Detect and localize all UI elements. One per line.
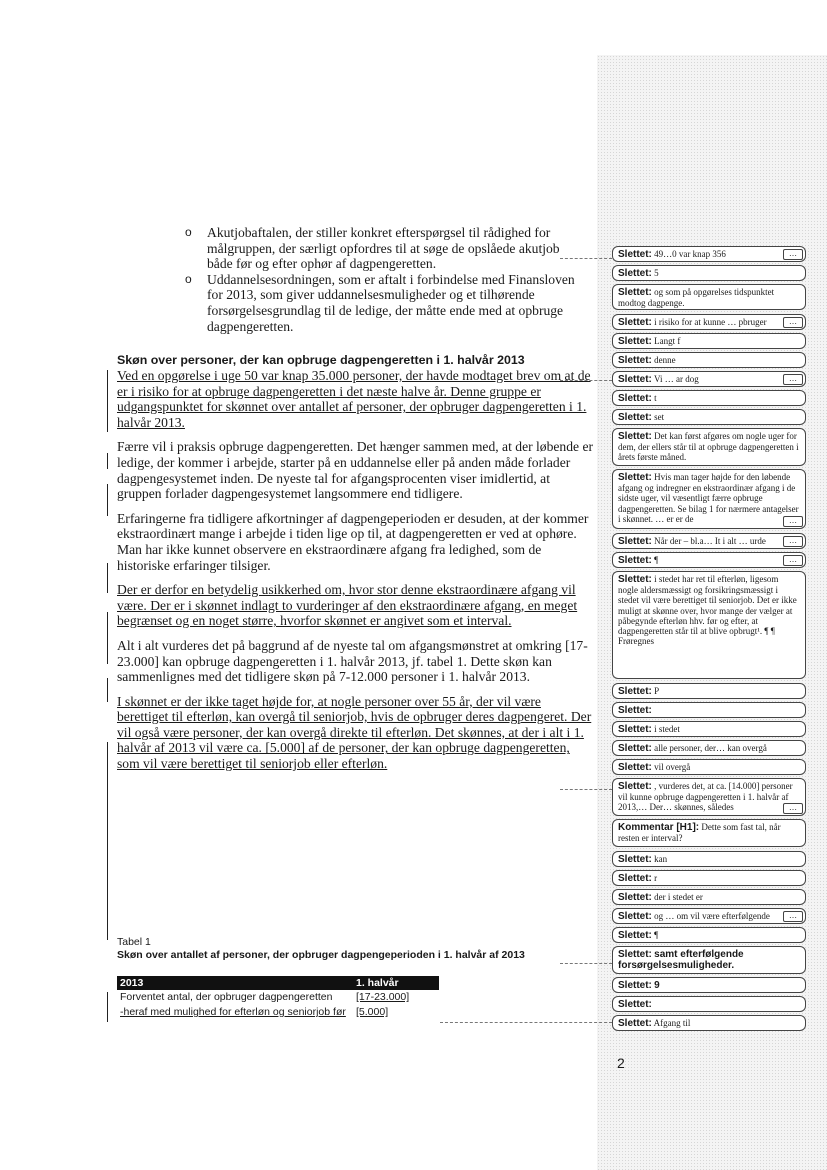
deletion-balloon[interactable]	[612, 552, 806, 568]
balloon-text: denne	[654, 355, 676, 365]
more-button[interactable]: …	[783, 249, 803, 260]
bullet-list	[185, 225, 575, 334]
deletion-balloon[interactable]	[612, 977, 806, 993]
bullet-item	[185, 272, 575, 334]
balloon-leader-line	[560, 963, 612, 964]
balloon-text: Vi … ar dog	[654, 374, 699, 384]
deletion-balloon[interactable]	[612, 352, 806, 368]
balloon-label: Slettet:	[618, 393, 652, 404]
deletion-balloon[interactable]	[612, 265, 806, 281]
deletion-balloon[interactable]	[612, 759, 806, 775]
table-row	[117, 1005, 439, 1020]
table-header-cell: 2013	[120, 977, 144, 989]
balloon-text: i risiko for at kunne … pbruger	[654, 317, 767, 327]
tracked-insertion: I skønnet er der ikke taget højde for, at nogle personer over 55 år, der vil være berettiget til efterløn, kan overgå til seniorjob, hvis de opbruger deres dagpengeret. Der vil også være personer, der kan overgå direkte til efterløn. Det skønnes, at der i alt i 1. halvår af 2013 vil være ca. [5.000] af de personer, der kan opbruge dagpengeretten, som vil være berettiget til seniorjob eller efterløn.	[117, 693, 592, 772]
balloon-label: Slettet:	[618, 892, 652, 903]
balloon-text: Langt f	[654, 336, 681, 346]
paragraph	[117, 694, 595, 772]
balloon-leader-line	[560, 258, 612, 259]
balloon-leader-line	[560, 789, 612, 790]
more-button[interactable]: …	[783, 911, 803, 922]
balloon-text: 5	[654, 268, 659, 278]
more-button[interactable]: …	[783, 516, 803, 527]
balloon-leader-line	[440, 1022, 612, 1023]
table-caption	[117, 936, 557, 962]
change-bar	[107, 453, 108, 469]
tracked-insertion: Ved en opgørelse i uge 50 var knap 35.000 personer, der havde modtaget brev om at de er i risiko for at opbruge dagpengeretten i det næste halve år. Denne gruppe er udgangspunktet for skønnet over antallet af personer, der opbruger dagpengeretten i 1. halvår 2013.	[117, 368, 591, 430]
deletion-balloon[interactable]	[612, 889, 806, 905]
balloon-text: 9	[654, 980, 660, 991]
balloon-text: vil overgå	[654, 762, 691, 772]
deletion-balloon[interactable]	[612, 284, 806, 310]
balloon-label: Slettet:	[618, 249, 652, 260]
deletion-balloon[interactable]	[612, 851, 806, 867]
balloon-label: Slettet:	[618, 686, 652, 697]
balloon-text: samt efterfølgende forsørgelsesmuligheder.	[618, 949, 744, 972]
balloon-label: Slettet:	[618, 412, 652, 423]
bullet-marker: o	[185, 271, 192, 286]
more-button[interactable]: …	[783, 317, 803, 328]
deletion-balloon[interactable]	[612, 946, 806, 974]
table-cell: [5.000]	[356, 1006, 389, 1018]
balloon-text: kan	[654, 854, 668, 864]
bullet-item	[185, 225, 575, 272]
balloon-text: t	[654, 393, 657, 403]
data-table	[117, 976, 439, 1020]
deletion-balloon[interactable]	[612, 333, 806, 349]
balloon-label: Slettet:	[618, 317, 652, 328]
balloon-text: Hvis man tager højde for den løbende afgang og indregner en ekstraordinær afgang i de sidste uger, vil væsentligt færre opbruge dagpengeretten. Se bilag 1 for nærmere antagelser i skønnet. … er er de	[618, 472, 799, 524]
balloon-text: Når der – bl.a… It i alt … urde	[654, 536, 766, 546]
table-title: Skøn over antallet af personer, der opbruger dagpengeperioden i 1. halvår af 2013	[117, 949, 525, 961]
change-bar	[107, 370, 108, 432]
paragraph-text: Erfaringerne fra tidligere afkortninger af dagpengeperioden er desuden, at der kommer ekstraordinært mange i arbejde i tiden lige op til, at dagpengeretten er ved at ophøre. Man har ikke kunnet observere en ekstraordinære afgang fra ledighed, som de historiske erfaringer tilsiger.	[117, 510, 589, 573]
deletion-balloon[interactable]	[612, 409, 806, 425]
change-bar	[107, 563, 108, 593]
table-row	[117, 990, 439, 1005]
paragraph	[117, 638, 595, 685]
paragraph-text: Alt i alt vurderes det på baggrund af de nyeste tal om afgangsmønstret at omkring [17-23.000] kan opbruge dagpengeretten i 1. halvår 2013, jf. tabel 1. Dette skøn kan sammenlignes med det tidligere skøn på 7-12.000 personer i 1. halvår 2013.	[117, 637, 588, 685]
balloon-text: set	[654, 412, 665, 422]
deletion-balloon[interactable]	[612, 927, 806, 943]
main-text	[117, 353, 595, 781]
change-bar	[107, 484, 108, 516]
balloon-label: Slettet:	[618, 431, 652, 442]
deletion-balloon[interactable]	[612, 1015, 806, 1031]
balloon-label: Slettet:	[618, 287, 652, 298]
change-bar	[107, 992, 108, 1022]
deletion-balloon[interactable]	[612, 702, 806, 718]
paragraph	[117, 582, 595, 629]
balloon-text: Det kan først afgøres om nogle uger for dem, der ellers står til at opbruge dagpengeretten i årets første måned.	[618, 431, 799, 463]
deletion-balloon[interactable]	[612, 390, 806, 406]
deletion-balloon[interactable]	[612, 740, 806, 756]
balloon-text: Afgang til	[653, 1018, 691, 1028]
change-bar	[107, 678, 108, 702]
balloon-leader-line	[560, 380, 612, 381]
deletion-balloon[interactable]	[612, 469, 806, 529]
balloon-text: og som på opgørelses tidspunktet modtog dagpenge.	[618, 287, 775, 309]
paragraph-text: Færre vil i praksis opbruge dagpengeretten. Det hænger sammen med, at der løbende er ledige, der kommer i arbejde, starter på en uddannelse eller på anden måde forlader dagpengesystemet inden. De nyeste tal for afgangsprocenten viser imidlertid, at gruppen forlader dagpengesystemet langsommere end tidligere.	[117, 439, 594, 502]
page-number: 2	[617, 1055, 625, 1071]
balloon-text: i stedet	[654, 724, 680, 734]
balloon-text: , vurderes det, at ca. [14.000] personer vil kunne opbruge dagpengeretten i 1. halvår af 2013,… Der… skønnes, således	[618, 781, 793, 813]
paragraph	[117, 439, 595, 501]
deletion-balloon[interactable]	[612, 428, 806, 466]
balloon-label: Slettet:	[618, 999, 652, 1010]
deletion-balloon[interactable]	[612, 683, 806, 699]
balloon-text: Dette som fast tal, når resten er interval?	[618, 822, 781, 844]
more-button[interactable]: …	[783, 536, 803, 547]
balloon-label: Slettet:	[618, 574, 652, 585]
balloon-label: Slettet:	[618, 336, 652, 347]
balloon-text: og … om vil være efterfølgende	[654, 911, 770, 921]
balloon-text: alle personer, der… kan overgå	[654, 743, 767, 753]
balloon-text: ¶	[654, 555, 659, 565]
balloon-label: Slettet:	[618, 472, 652, 483]
deletion-balloon[interactable]	[612, 908, 806, 924]
more-button[interactable]: …	[783, 555, 803, 566]
balloon-label: Slettet:	[618, 930, 652, 941]
more-button[interactable]: …	[783, 803, 803, 814]
balloon-label: Slettet:	[618, 555, 652, 566]
deletion-balloon[interactable]	[612, 996, 806, 1012]
deletion-balloon[interactable]	[612, 314, 806, 330]
table-cell: [17-23.000]	[356, 991, 410, 1003]
balloon-label: Slettet:	[618, 980, 652, 991]
balloon-label: Slettet:	[618, 854, 652, 865]
balloon-label: Slettet:	[618, 374, 652, 385]
table-header-row	[117, 976, 439, 990]
tracked-insertion: Der er derfor en betydelig usikkerhed om, hvor stor denne ekstraordinære afgang vil være. Der er i skønnet indlagt to vurderinger af den ekstraordinære afgang, en meget begrænset og en noget større, hvorfor skønnet er angivet som et interval.	[117, 582, 578, 629]
balloon-label: Slettet:	[618, 911, 652, 922]
balloon-label: Slettet:	[618, 268, 652, 279]
balloon-label: Slettet:	[618, 873, 652, 884]
change-bar	[107, 742, 108, 940]
balloon-label: Slettet:	[618, 781, 652, 792]
balloon-label: Slettet:	[618, 355, 652, 366]
comment-balloon[interactable]	[612, 819, 806, 847]
balloon-label: Slettet:	[618, 724, 652, 735]
paragraph	[117, 368, 595, 430]
balloon-label: Slettet:	[618, 536, 652, 547]
balloon-text: P	[654, 686, 660, 696]
balloon-text: ¶	[654, 930, 659, 940]
table-header-cell: 1. halvår	[356, 977, 399, 989]
bullet-text: Uddannelsesordningen, som er aftalt i forbindelse med Finansloven for 2013, som giver uddannelsesmuligheder og et tilhørende forsørgelsesgrundlag til de ledige, der måtte ende med at opbruge dagpengeretten.	[207, 271, 575, 334]
bullet-text: Akutjobaftalen, der stiller konkret efterspørgsel til rådighed for målgruppen, der særligt opfordres til at søge de opslåede akutjob både før og efter ophør af dagpengeretten.	[207, 225, 560, 272]
deletion-balloon[interactable]	[612, 870, 806, 886]
balloon-label: Slettet:	[618, 949, 652, 960]
table-label: Tabel 1	[117, 936, 151, 948]
balloon-text: der i stedet er	[654, 892, 703, 902]
deletion-balloon[interactable]	[612, 571, 806, 679]
deletion-balloon[interactable]	[612, 721, 806, 737]
balloon-label: Slettet:	[618, 705, 652, 716]
balloon-label: Slettet:	[618, 743, 652, 754]
table-cell: -heraf med mulighed for efterløn og seniorjob før	[120, 1006, 346, 1018]
table-cell: Forventet antal, der opbruger dagpengeretten	[120, 991, 333, 1003]
balloon-label: Slettet:	[618, 1018, 652, 1029]
balloon-text: i stedet har ret til efterløn, ligesom nogle aldersmæssigt og forsikringsmæssigt i stedet vil være berettiget til seniorjob. Det er ikke muligt at skønne over, hvor mange der vælger at påbegynde efterløn hhv. før og efter, at dagpengeretten står til at blive opbrugt¹. ¶ ¶ Frøregnes	[618, 574, 797, 647]
paragraph	[117, 511, 595, 573]
more-button[interactable]: …	[783, 374, 803, 385]
deletion-balloon[interactable]	[612, 246, 806, 262]
bullet-marker: o	[185, 225, 192, 239]
deletion-balloon[interactable]	[612, 533, 806, 549]
deletion-balloon[interactable]	[612, 778, 806, 816]
balloon-text: r	[654, 873, 658, 883]
section-heading: Skøn over personer, der kan opbruge dagpengeretten i 1. halvår 2013	[117, 353, 525, 367]
balloon-label: Slettet:	[618, 762, 652, 773]
change-bar	[107, 612, 108, 664]
balloon-text: 49…0 var knap 356	[654, 249, 726, 259]
deletion-balloon[interactable]	[612, 371, 806, 387]
balloon-label: Kommentar [H1]:	[618, 822, 700, 833]
